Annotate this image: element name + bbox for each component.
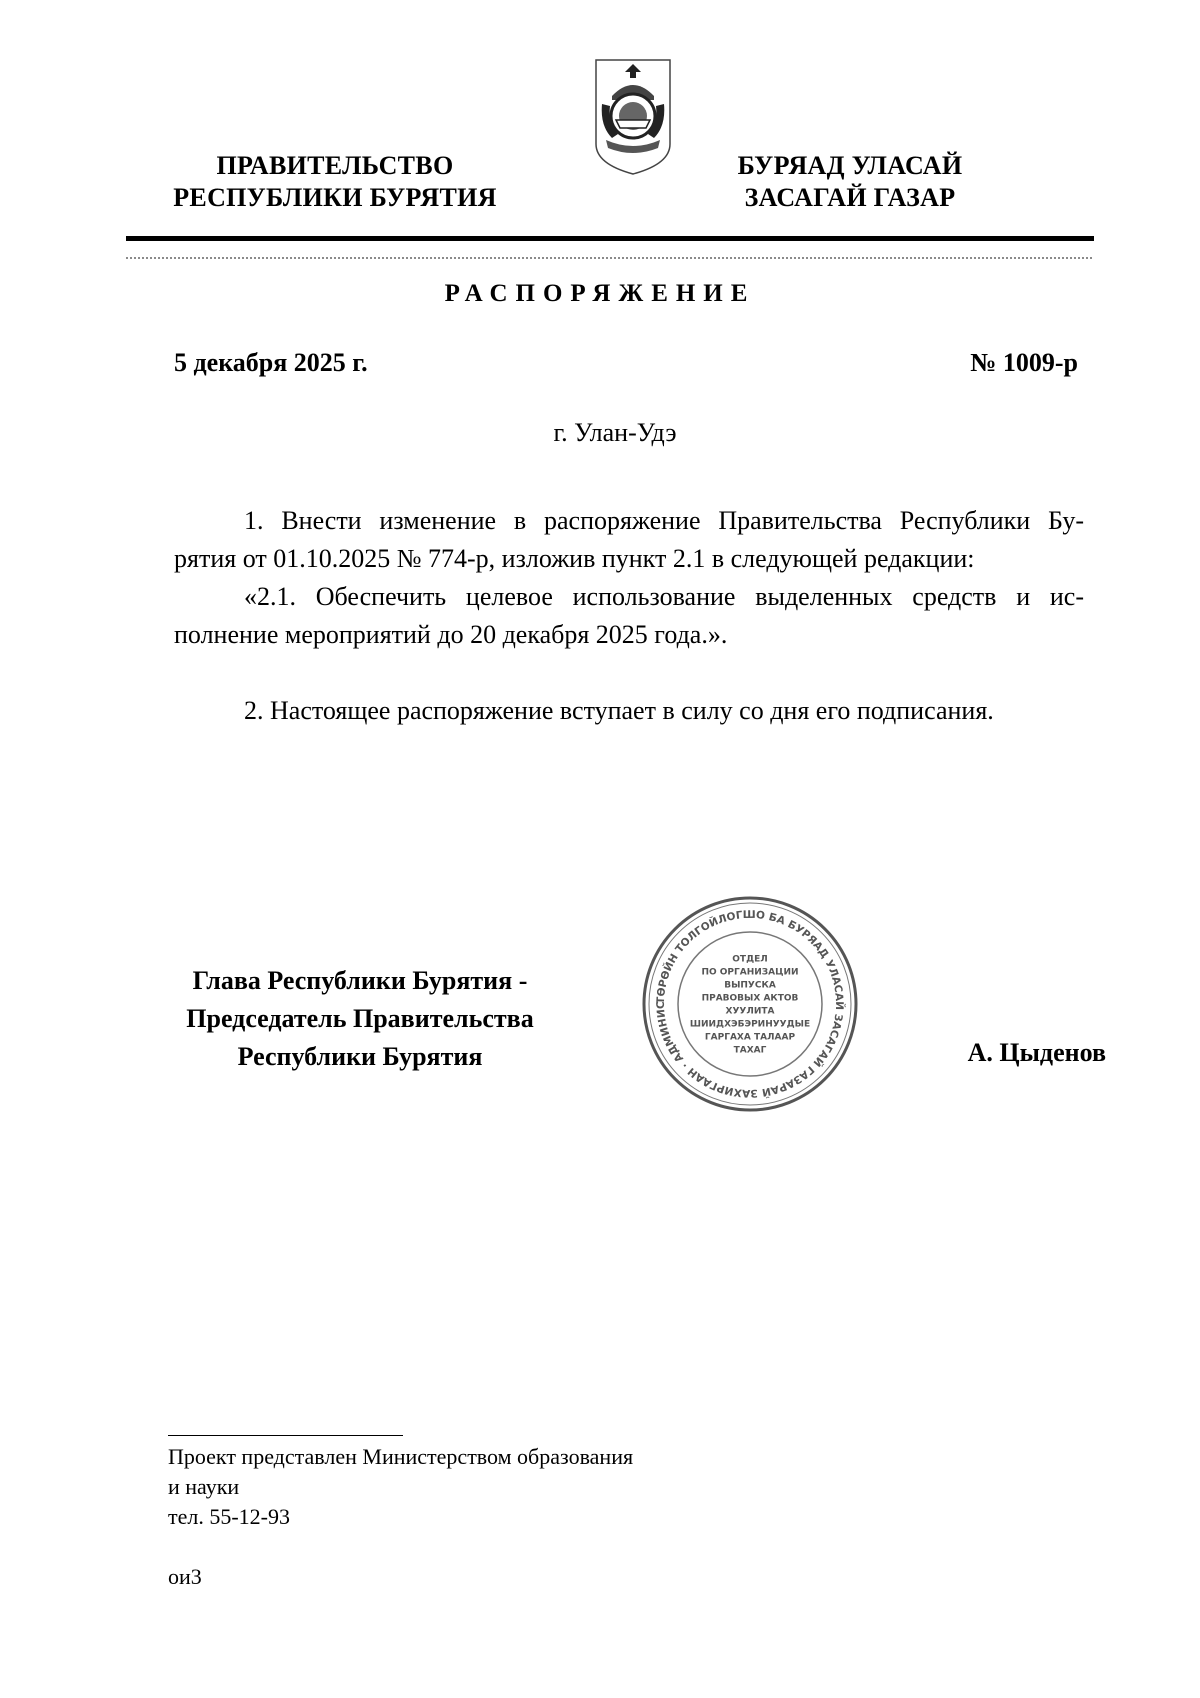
stamp-inner-line: ТАХАГ xyxy=(733,1045,767,1056)
document-number: № 1009-р xyxy=(970,348,1078,377)
footer-code: ои3 xyxy=(168,1564,202,1589)
header-left-org-name xyxy=(150,150,520,214)
footer-line1: Проект представлен Министерством образования xyxy=(168,1444,634,1469)
footer-contact xyxy=(168,1442,633,1532)
header-right-org-name xyxy=(700,150,1000,214)
coat-of-arms-icon xyxy=(592,56,674,178)
stamp-inner-line: ГАРГАХА ТАЛААР xyxy=(704,1032,796,1043)
stamp-outer-text: ТӨРӨЙН ТОЛГОЙЛОГШО БА БУРЯАД УЛАСАЙ ЗАСАГАЙ ГАЗАРАЙ ЗАХИРГААН · АДМИНИС xyxy=(654,908,846,1100)
header-left-line1: ПРАВИТЕЛЬСТВО xyxy=(216,151,454,180)
document-date: 5 декабря 2025 г. xyxy=(174,348,368,377)
paragraph-1-line2: рятия от 01.10.2025 № 774-р, изложив пункт 2.1 в следующей редакции: xyxy=(174,544,975,573)
paragraph-1-quote-line2: полнение мероприятий до 20 декабря 2025 года.». xyxy=(174,620,728,649)
stamp-inner-line: ШИИДХЭБЭРИНУУДЫЕ xyxy=(689,1019,811,1030)
paragraph-1-line1: 1. Внести изменение в распоряжение Правительства Республики Бу- xyxy=(244,506,1084,535)
official-stamp xyxy=(640,894,860,1114)
stamp-inner-line: ХУУЛИТА xyxy=(725,1006,775,1017)
document-city: г. Улан-Удэ xyxy=(553,418,677,447)
header-right-line2: ЗАСАГАЙ ГАЗАР xyxy=(744,183,956,212)
paragraph-1-quote-line1: «2.1. Обеспечить целевое использование выделенных средств и ис- xyxy=(244,582,1084,611)
footnote-divider xyxy=(168,1435,403,1436)
signatory-title-line2: Председатель Правительства xyxy=(186,1004,534,1033)
header-right-line1: БУРЯАД УЛАСАЙ xyxy=(737,151,963,180)
signatory-title-line3: Республики Бурятия xyxy=(237,1042,483,1071)
signatory-name: А. Цыденов xyxy=(967,1038,1106,1067)
footer-line3: тел. 55-12-93 xyxy=(168,1504,291,1529)
signatory-title xyxy=(160,962,560,1076)
signatory-title-line1: Глава Республики Бурятия - xyxy=(192,966,528,995)
document-type-title: РАСПОРЯЖЕНИЕ xyxy=(444,280,756,307)
header-left-line2: РЕСПУБЛИКИ БУРЯТИЯ xyxy=(173,183,497,212)
header-divider-thick xyxy=(126,236,1094,241)
stamp-inner-line: ПРАВОВЫХ АКТОВ xyxy=(701,993,799,1004)
header-divider-thin xyxy=(126,257,1094,259)
stamp-inner-line: ПО ОРГАНИЗАЦИИ xyxy=(701,967,799,978)
paragraph-1 xyxy=(174,502,1084,654)
stamp-inner-line: ОТДЕЛ xyxy=(732,954,768,965)
stamp-inner-line: ВЫПУСКА xyxy=(724,980,776,991)
paragraph-2: 2. Настоящее распоряжение вступает в силу со дня его подписания. xyxy=(244,696,994,725)
footer-line2: и науки xyxy=(168,1474,240,1499)
